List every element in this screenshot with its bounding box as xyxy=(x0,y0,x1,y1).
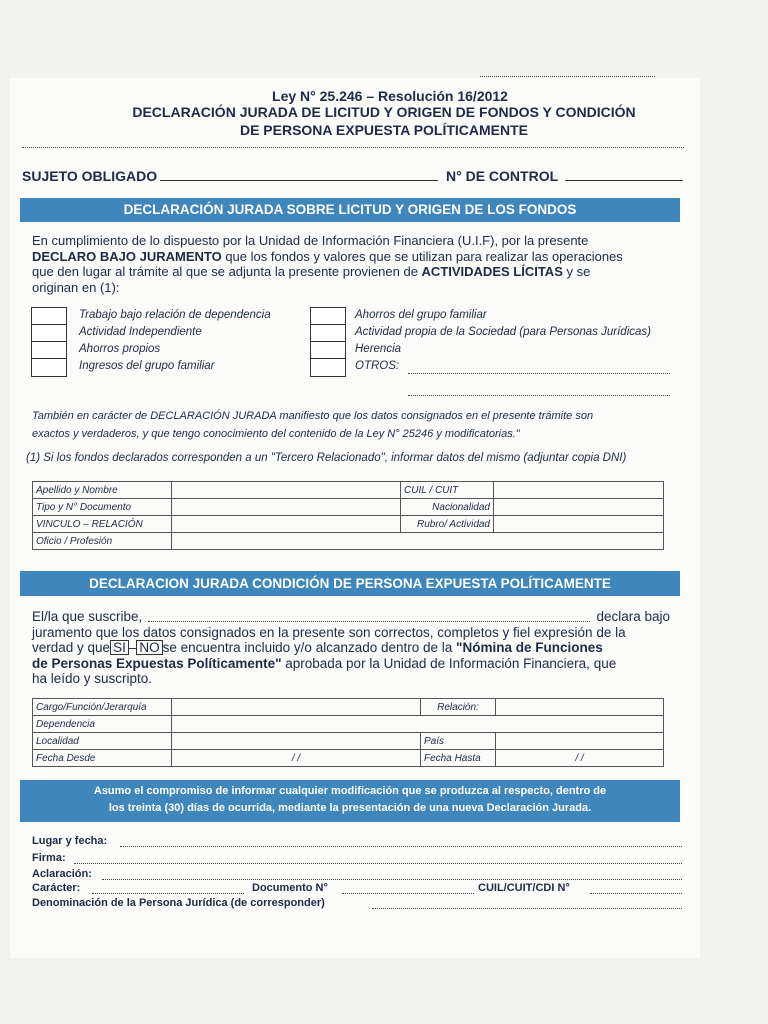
suscribe-line[interactable] xyxy=(148,621,590,622)
documento-label: Documento N° xyxy=(252,882,328,894)
nacionalidad-label: Nacionalidad xyxy=(401,499,494,516)
table-row xyxy=(33,499,664,516)
fecha-desde-field[interactable]: / / xyxy=(172,750,421,767)
also-declaration-1: También en carácter de DECLARACIÓN JURADA manifiesto que los datos consignados en el presente trámite son xyxy=(32,410,594,422)
checkbox-ahorros-familiar[interactable] xyxy=(310,307,346,325)
lugar-fecha-label: Lugar y fecha: xyxy=(32,835,108,847)
section2-paragraph: El/la que suscribe, declara bajo juramento que los datos consignados en la presente son correctos, completos y fiel expresión de la verdad y que SI – NO se encuentra incluido y/o alcanzado dentro de la "Nómina de Funciones de Personas Expuestas Políticamente" aprobada por la Unidad de Información Financiera, que ha leído y suscripto. xyxy=(32,609,670,686)
title-line2: DE PERSONA EXPUESTA POLÍTICAMENTE xyxy=(239,122,529,138)
control-number-line[interactable] xyxy=(565,180,683,181)
table-row xyxy=(33,750,664,767)
tercero-table xyxy=(32,481,664,550)
option-ingresos-familiar: Ingresos del grupo familiar xyxy=(79,360,215,372)
control-number-label: N° DE CONTROL xyxy=(446,168,559,184)
pep-table xyxy=(32,698,664,767)
oficio-field[interactable] xyxy=(172,533,664,550)
section2-title-band: DECLARACION JURADA CONDICIÓN DE PERSONA EXPUESTA POLÍTICAMENTE xyxy=(20,571,680,596)
denominacion-line[interactable] xyxy=(372,908,682,909)
fecha-hasta-field[interactable]: / / xyxy=(496,750,664,767)
checkbox-trabajo-dependencia[interactable] xyxy=(31,307,67,325)
sujeto-obligado-label: SUJETO OBLIGADO xyxy=(22,168,158,184)
table-row xyxy=(33,482,664,499)
vinculo-field[interactable] xyxy=(172,516,401,533)
commitment-line2: los treinta (30) días de ocurrida, mediante la presentación de una nueva Declaración Jurada. xyxy=(108,802,592,814)
sujeto-obligado-line[interactable] xyxy=(160,180,438,181)
apellido-label: Apellido y Nombre xyxy=(33,482,172,499)
section1-title-band: DECLARACIÓN JURADA SOBRE LICITUD Y ORIGEN DE LOS FONDOS xyxy=(20,198,680,222)
checkbox-ahorros-propios[interactable] xyxy=(31,341,67,359)
option-trabajo-dependencia: Trabajo bajo relación de dependencia xyxy=(79,309,271,321)
cuil-cdi-label: CUIL/CUIT/CDI N° xyxy=(478,882,570,894)
table-row xyxy=(33,733,664,750)
no-box[interactable]: NO xyxy=(136,640,162,655)
lugar-fecha-line[interactable] xyxy=(120,846,682,847)
cuil-field[interactable] xyxy=(494,482,664,499)
rubro-label: Rubro/ Actividad xyxy=(401,516,494,533)
option-otros: OTROS: xyxy=(355,360,400,372)
oficio-label: Oficio / Profesión xyxy=(33,533,172,550)
localidad-field[interactable] xyxy=(172,733,421,750)
fecha-hasta-label: Fecha Hasta xyxy=(421,750,496,767)
table-row xyxy=(33,699,664,716)
vinculo-label: VINCULO – RELACIÓN xyxy=(33,516,172,533)
checkbox-actividad-independiente[interactable] xyxy=(31,324,67,342)
dependencia-label: Dependencia xyxy=(33,716,172,733)
header-dotted-rule xyxy=(22,147,684,148)
option-actividad-sociedad: Actividad propia de la Sociedad (para Personas Jurídicas) xyxy=(355,326,651,338)
option-herencia: Herencia xyxy=(355,343,402,355)
firma-label: Firma: xyxy=(32,852,66,864)
checkbox-ingresos-familiar[interactable] xyxy=(31,358,67,377)
relacion-label: Relación: xyxy=(421,699,496,716)
option-ahorros-propios: Ahorros propios xyxy=(79,343,161,355)
table-row xyxy=(33,516,664,533)
apellido-field[interactable] xyxy=(172,482,401,499)
cuil-cdi-line[interactable] xyxy=(590,893,682,894)
checkbox-otros[interactable] xyxy=(310,358,346,377)
caracter-line[interactable] xyxy=(92,893,244,894)
table-row xyxy=(33,716,664,733)
option-actividad-independiente: Actividad Independiente xyxy=(79,326,202,338)
law-reference: Ley N° 25.246 – Resolución 16/2012 xyxy=(272,88,508,104)
firma-line[interactable] xyxy=(74,863,682,864)
documento-line[interactable] xyxy=(342,893,474,894)
aclaracion-label: Aclaración: xyxy=(32,868,92,880)
option-ahorros-familiar: Ahorros del grupo familiar xyxy=(355,309,487,321)
title-line1: DECLARACIÓN JURADA DE LICITUD Y ORIGEN DE FONDOS Y CONDICIÓN xyxy=(132,104,636,120)
checkbox-actividad-sociedad[interactable] xyxy=(310,324,346,342)
section1-paragraph: En cumplimiento de lo dispuesto por la Unidad de Información Financiera (U.I.F), por la presente DECLARO BAJO JURAMENTO que los fondos y valores que se utilizan para realizar las operaciones que den lugar al trámite al que se adjunta la presente provienen de ACTIVIDADES LÍCITAS y se originan en (1): xyxy=(32,233,623,295)
commitment-line1: Asumo el compromiso de informar cualquier modificación que se produzca al respecto, dentro de xyxy=(93,785,607,797)
top-dotted-rule xyxy=(480,76,655,77)
commitment-band xyxy=(20,780,680,822)
otros-line[interactable] xyxy=(408,373,670,374)
cargo-field[interactable] xyxy=(172,699,421,716)
declaro-bajo-juramento: DECLARO BAJO JURAMENTO xyxy=(32,248,222,264)
nacionalidad-field[interactable] xyxy=(494,499,664,516)
table-row xyxy=(33,533,664,550)
relacion-field[interactable] xyxy=(496,699,664,716)
checkbox-herencia[interactable] xyxy=(310,341,346,359)
denominacion-label: Denominación de la Persona Jurídica (de corresponder) xyxy=(32,897,325,909)
also-declaration-2: exactos y verdaderos, y que tengo conocimiento del contenido de la Ley N° 25246 y modificatorias." xyxy=(32,428,520,440)
actividades-licitas: ACTIVIDADES LÍCITAS xyxy=(421,264,563,279)
caracter-label: Carácter: xyxy=(32,882,81,894)
dependencia-field[interactable] xyxy=(172,716,664,733)
pais-field[interactable] xyxy=(496,733,664,750)
cargo-label: Cargo/Función/Jerarquía xyxy=(33,699,172,716)
aclaracion-line[interactable] xyxy=(102,879,682,880)
fecha-desde-label: Fecha Desde xyxy=(33,750,172,767)
localidad-label: Localidad xyxy=(33,733,172,750)
pais-label: País xyxy=(421,733,496,750)
tipo-doc-field[interactable] xyxy=(172,499,401,516)
rubro-field[interactable] xyxy=(494,516,664,533)
tipo-doc-label: Tipo y N° Documento xyxy=(33,499,172,516)
cuil-label: CUIL / CUIT xyxy=(401,482,494,499)
otros-line-2[interactable] xyxy=(408,395,670,396)
si-box[interactable]: SI xyxy=(110,640,129,655)
tercero-note: (1) Si los fondos declarados corresponden a un "Tercero Relacionado", informar datos del mismo (adjuntar copia DNI) xyxy=(26,452,627,464)
